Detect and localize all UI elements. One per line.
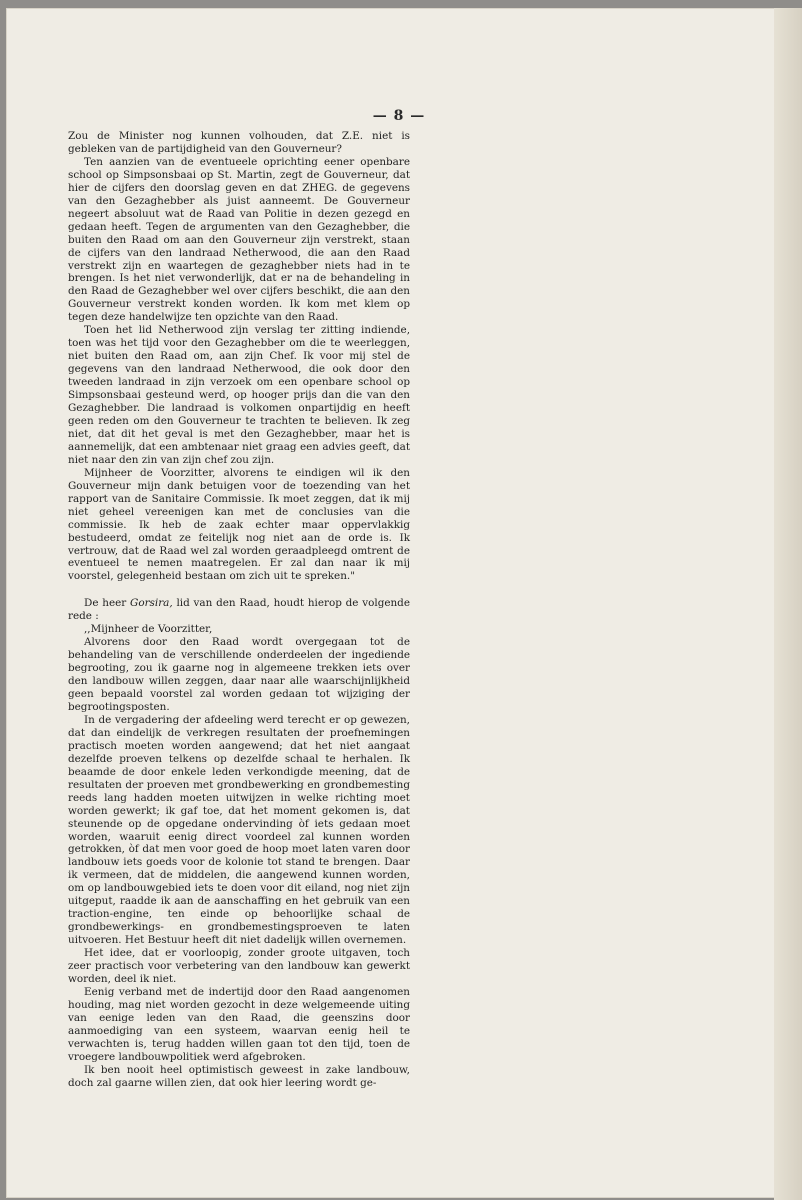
- document-page: [6, 8, 792, 1198]
- page-number: — 8 —: [372, 108, 426, 124]
- paragraph: Zou de Minister nog kunnen volhouden, dat Z.E. niet is gebleken van de partijdigheid van den Gouverneur?: [68, 130, 410, 155]
- paragraph: In de vergadering der afdeeling werd terecht er op gewezen, dat dan eindelijk de verkregen resultaten der proefnemingen practisch moeten worden aangewend; dat het niet aangaat dezelfde proeven telkens op dezelfde schaal te herhalen. Ik beaamde de door enkele leden verkondigde meening, dat de resultaten der proeven met grondbewerking en grondbemesting reeds lang hadden moeten uitwijzen in welke richting moet worden gewerkt; ik gaf toe, dat het moment gekomen is, dat steunende op de opgedane ondervinding òf iets gedaan moet worden, waaruit eenig direct voordeel zal kunnen worden getrokken, òf dat men voor goed de hoop moet laten varen door landbouw iets goeds voor de kolonie tot stand te brengen. Daar ik vermeen, dat de middelen, die aangewend kunnen worden, om op landbouwgebied iets te doen voor dit eiland, nog niet zijn uitgeput, raadde ik aan de aanschaffing en het gebruik van een traction-engine, ten einde op behoorlijke schaal de grondbewerkings- en grondbemestingsproeven te laten uitvoeren. Het Bestuur heeft dit niet dadelijk willen overnemen.: [68, 713, 410, 947]
- page-edge: [774, 8, 802, 1200]
- paragraph: Ten aanzien van de eventueele oprichting eener openbare school op Simpsonsbaai op St. Martin, zegt de Gouverneur, dat hier de cijfers den doorslag geven en dat ZHEG. de gegevens van den Gezaghebber als juist aanneemt. De Gouverneur negeert absoluut wat de Raad van Politie in dezen gezegd en gedaan heeft. Tegen de argumenten van den Gezaghebber, die buiten den Raad om aan den Gouverneur zijn verstrekt, staan de cijfers van den landraad Netherwood, die aan den Raad verstrekt zijn en waartegen de gezaghebber niets had in te brengen. Is het niet verwonderlijk, dat er na de behandeling in den Raad de Gezaghebber wel over cijfers beschikt, die aan den Gouverneur verstrekt konden worden. Ik kom met klem op tegen deze handelwijze ten opzichte van den Raad.: [68, 155, 410, 324]
- paragraph: Mijnheer de Voorzitter, alvorens te eindigen wil ik den Gouverneur mijn dank betuigen voor de toezending van het rapport van de Sanitaire Commissie. Ik moet zeggen, dat ik mij niet geheel vereenigen kan met de conclusies van die commissie. Ik heb de zaak echter maar oppervlakkig bestudeerd, omdat ze feitelijk nog niet aan de orde is. Ik vertrouw, dat de Raad wel zal worden geraadpleegd omtrent de eventueel te nemen maatregelen. Er zal dan naar ik mij voorstel, gelegenheid bestaan om zich uit te spreken.": [68, 466, 410, 583]
- paragraph: Ik ben nooit heel optimistisch geweest in zake landbouw, doch zal gaarne willen zien, dat ook hier leering wordt ge-: [68, 1063, 410, 1089]
- paragraph: ,,Mijnheer de Voorzitter,: [84, 623, 213, 636]
- paragraph: Toen het lid Netherwood zijn verslag ter zitting indiende, toen was het tijd voor den Gezaghebber om die te weerleggen, niet buiten den Raad om, aan zijn Chef. Ik voor mij stel de gegevens van den landraad Netherwood, die ook door den tweeden landraad in zijn verzoek om een openbare school op Simpsonsbaai gesteund werd, op hooger prijs dan die van den Gezaghebber. Die landraad is volkomen onpartijdig en heeft geen reden om den Gouverneur te trachten te believen. Ik zeg niet, dat dit het geval is met den Gezaghebber, maar het is aannemelijk, dat een ambtenaar niet graag een advies geeft, dat niet naar den zin van zijn chef zou zijn.: [68, 324, 410, 466]
- speaker-intro: [68, 597, 410, 623]
- speaker-prefix: De heer: [84, 597, 131, 610]
- paragraph: Alvorens door den Raad wordt overgegaan tot de behandeling van de verschillende onderdeelen der ingediende begrooting, zou ik gaarne nog in algemeene trekken iets over den landbouw willen zeggen, daar naar alle waarschijnlijkheid geen bepaald voorstel zal worden gedaan tot wijziging der begrootingsposten.: [68, 636, 410, 713]
- speaker-suffix: lid van den Raad, houdt hierop de volgende rede :: [68, 597, 410, 623]
- body-text: [68, 130, 410, 1090]
- paragraph: Het idee, dat er voorloopig, zonder groote uitgaven, toch zeer practisch voor verbetering van den landbouw kan gewerkt worden, deel ik niet.: [68, 947, 410, 985]
- speaker-name: Gorsira,: [130, 597, 173, 610]
- paragraph: Eenig verband met de indertijd door den Raad aangenomen houding, mag niet worden gezocht in deze welgemeende uiting van eenige leden van den Raad, die geenszins door aanmoediging van een systeem, waarvan eenig heil te verwachten is, terug hadden willen gaan tot den tijd, toen de vroegere landbouwpolitiek werd afgebroken.: [68, 985, 410, 1063]
